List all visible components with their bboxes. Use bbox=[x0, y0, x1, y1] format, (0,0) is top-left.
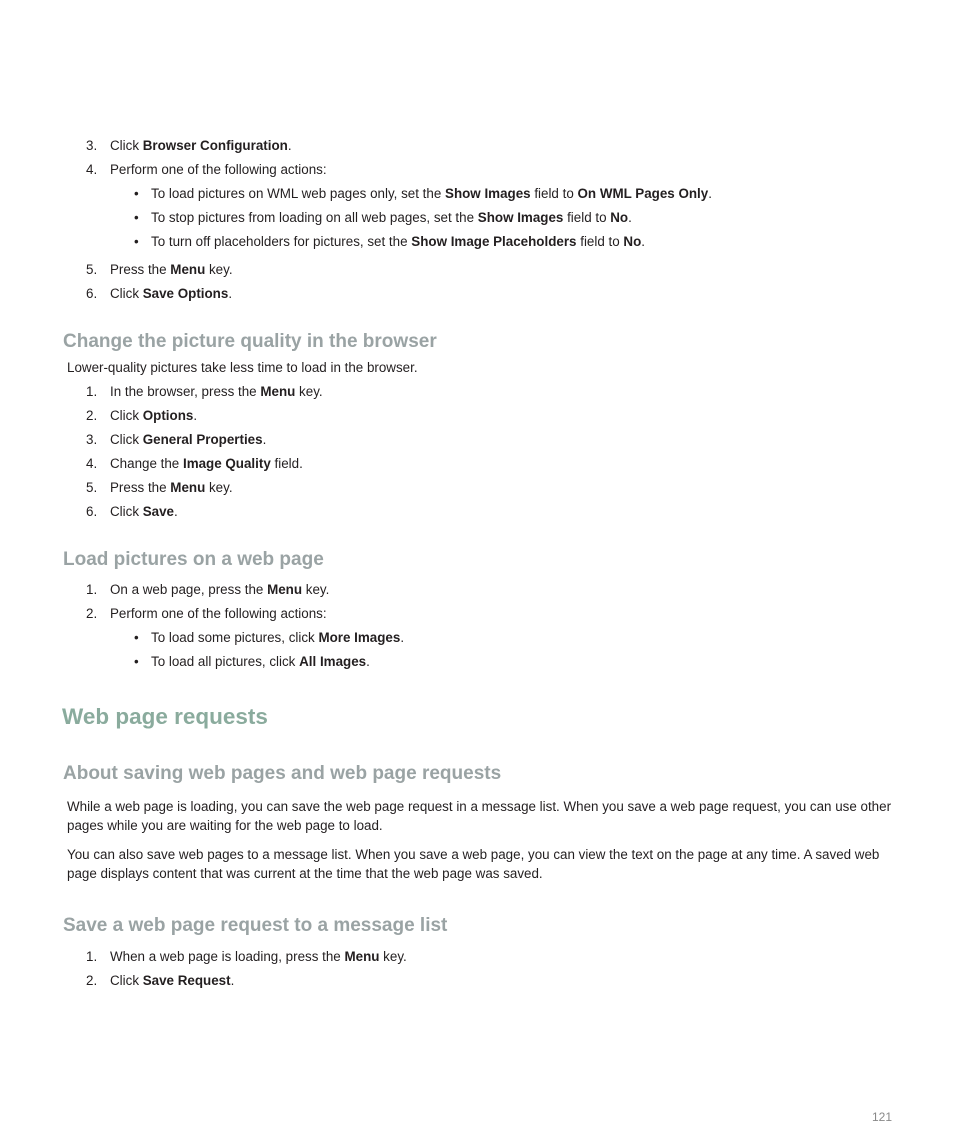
list-item: 3. Click Browser Configuration. bbox=[86, 138, 292, 153]
section-heading: Save a web page request to a message list bbox=[63, 915, 448, 936]
step-number: 2. bbox=[86, 606, 98, 621]
bullet-item: • To load pictures on WML web pages only, set the Show Images field to On WML Pages Only. bbox=[134, 186, 712, 201]
bullet-icon: • bbox=[134, 234, 139, 249]
step-number: 1. bbox=[86, 582, 98, 597]
bullet-icon: • bbox=[134, 210, 139, 225]
step-number: 1. bbox=[86, 949, 98, 964]
paragraph: You can also save web pages to a message list. When you save a web page, you can view the text on the page at any time. A saved web page displays content that was current at the time that the web page was saved. bbox=[67, 847, 880, 881]
list-item: 2. Click Save Request. bbox=[86, 973, 235, 988]
list-item: 1. On a web page, press the Menu key. bbox=[86, 582, 330, 597]
bullet-icon: • bbox=[134, 654, 139, 669]
list-item: 2. Perform one of the following actions: bbox=[86, 606, 327, 621]
paragraph: While a web page is loading, you can save the web page request in a message list. When you save a web page request, you can use other pages while you are waiting for the web page to load. bbox=[67, 799, 892, 833]
step-number: 6. bbox=[86, 504, 98, 519]
bullet-item: • To stop pictures from loading on all web pages, set the Show Images field to No. bbox=[134, 210, 632, 225]
step-number: 2. bbox=[86, 408, 98, 423]
step-number: 3. bbox=[86, 432, 98, 447]
list-item: 5. Press the Menu key. bbox=[86, 262, 233, 277]
page-number: 121 bbox=[872, 1110, 893, 1124]
section-heading: Change the picture quality in the browser bbox=[63, 331, 437, 352]
bullet-item: • To load all pictures, click All Images. bbox=[134, 654, 370, 669]
step-number: 6. bbox=[86, 286, 98, 301]
bullet-item: • To load some pictures, click More Images. bbox=[134, 630, 405, 645]
list-item: 6. Click Save. bbox=[86, 504, 178, 519]
section-intro: Lower-quality pictures take less time to load in the browser. bbox=[67, 360, 418, 375]
step-number: 5. bbox=[86, 262, 98, 277]
bullet-icon: • bbox=[134, 186, 139, 201]
bullet-item: • To turn off placeholders for pictures, set the Show Image Placeholders field to No. bbox=[134, 234, 645, 249]
list-item: 5. Press the Menu key. bbox=[86, 480, 233, 495]
list-item: 2. Click Options. bbox=[86, 408, 198, 423]
step-number: 2. bbox=[86, 973, 98, 988]
section-heading: About saving web pages and web page requests bbox=[63, 763, 502, 784]
list-item: 4. Perform one of the following actions: bbox=[86, 162, 327, 177]
step-number: 1. bbox=[86, 384, 98, 399]
list-item: 6. Click Save Options. bbox=[86, 286, 233, 301]
list-item: 1. In the browser, press the Menu key. bbox=[86, 384, 323, 399]
section-heading: Load pictures on a web page bbox=[63, 549, 324, 570]
step-number: 4. bbox=[86, 456, 98, 471]
step-number: 5. bbox=[86, 480, 98, 495]
step-number: 4. bbox=[86, 162, 98, 177]
step-number: 3. bbox=[86, 138, 98, 153]
list-item: 4. Change the Image Quality field. bbox=[86, 456, 303, 471]
list-item: 1. When a web page is loading, press the Menu key. bbox=[86, 949, 407, 964]
list-item: 3. Click General Properties. bbox=[86, 432, 267, 447]
chapter-heading: Web page requests bbox=[62, 704, 268, 729]
bullet-icon: • bbox=[134, 630, 139, 645]
